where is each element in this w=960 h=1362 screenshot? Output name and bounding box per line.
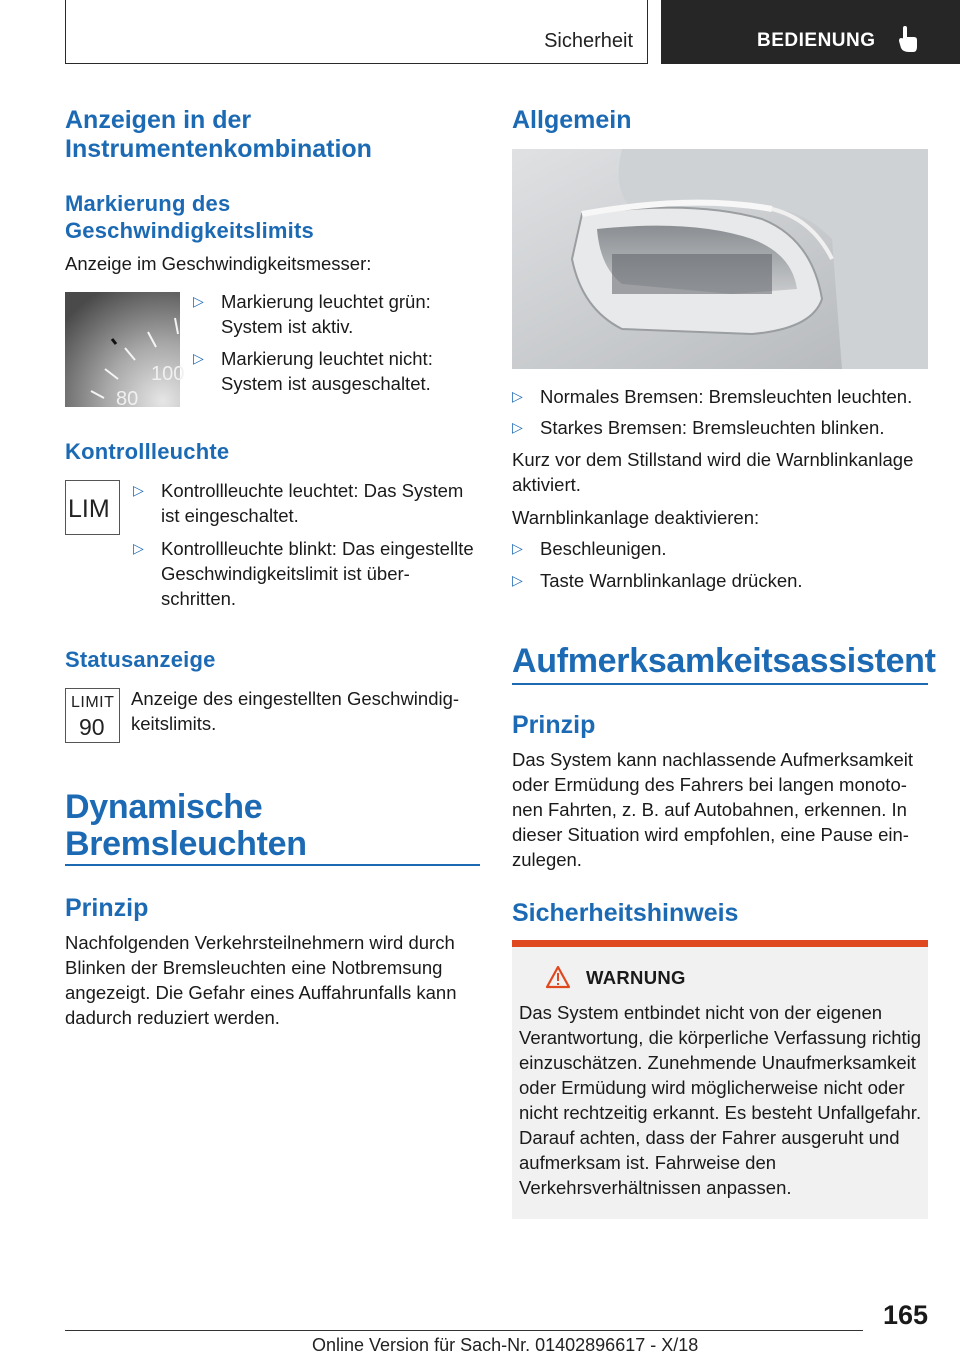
prinzip-text-right: Das System kann nachlassende Aufmerksamkeit oder Ermüdung des Fahrers bei langen monotonen Fahrten, z. B. auf Autobahnen, erkennen. In dieser Situation wird empfohlen, eine Pause einzulegen. bbox=[512, 749, 914, 870]
footer-online-version: Online Version für Sach-Nr. 01402896617 - X/18 bbox=[312, 1335, 699, 1355]
speedometer-image bbox=[65, 292, 185, 410]
lim-indicator-icon: LIM bbox=[65, 480, 120, 535]
status-text: Anzeige des eingestellten Geschwindigkeitslimits. bbox=[131, 688, 460, 734]
warning-box bbox=[512, 940, 928, 1219]
heading-markierung: Markierung des Geschwindigkeitslimits bbox=[65, 191, 314, 243]
header-section-title: Sicherheit bbox=[544, 30, 633, 52]
footer-divider bbox=[65, 1330, 863, 1331]
kurz-vor-stillstand-text: Kurz vor dem Stillstand wird die Warnblinkanlage aktiviert. bbox=[512, 449, 914, 495]
chapter-title: BEDIENUNG bbox=[757, 30, 876, 51]
page-header-box bbox=[65, 0, 648, 64]
limit-status-icon: LIMIT 90 bbox=[65, 688, 120, 743]
pointing-hand-icon bbox=[897, 26, 919, 52]
heading-underline bbox=[512, 683, 928, 685]
heading-prinzip-left: Prinzip bbox=[65, 894, 149, 922]
heading-kontrollleuchte: Kontrollleuchte bbox=[65, 439, 230, 464]
heading-allgemein: Allgemein bbox=[512, 106, 632, 134]
warning-title: WARNUNG bbox=[586, 967, 686, 988]
heading-prinzip-right: Prinzip bbox=[512, 711, 596, 739]
heading-aufmerksamkeitsassistent: Aufmerksamkeitsassistent bbox=[512, 642, 936, 680]
speedo-label-100: 100 bbox=[151, 363, 185, 385]
heading-statusanzeige: Statusanzeige bbox=[65, 647, 216, 672]
heading-sicherheitshinweis: Sicherheitshinweis bbox=[512, 899, 739, 927]
chapter-tab bbox=[661, 0, 960, 64]
heading-anzeigen: Anzeigen in der Instrumentenkombination bbox=[65, 106, 372, 163]
brake-light-image bbox=[512, 149, 928, 369]
warning-bar bbox=[512, 940, 928, 947]
speedo-label-80: 80 bbox=[116, 388, 139, 410]
warning-triangle-icon bbox=[546, 966, 570, 988]
warning-text: Das System entbindet nicht von der eigenen Verantwortung, die körperliche Verfassung richtig einzuschätzen. Zunehmende Unaufmerksamkeit oder Ermüdung wird möglicherweise nicht oder nicht rechtzeitig erkannt. Es besteht Unfallgefahr. Darauf achten, dass der Fahrer ausgeruht und aufmerksam ist. Fahrweise den Verkehrsverhältnissen anpassen. bbox=[519, 1002, 922, 1198]
page-number: 165 bbox=[882, 1300, 928, 1330]
heading-dynamische-bremsleuchten: Dynamische Bremsleuchten bbox=[65, 788, 307, 863]
anzeige-text: Anzeige im Geschwindigkeitsmesser: bbox=[65, 253, 372, 274]
deaktivieren-text: Warnblinkanlage deaktivieren: bbox=[512, 507, 760, 528]
heading-underline bbox=[65, 864, 480, 866]
prinzip-text-left: Nachfolgenden Verkehrsteilnehmern wird durch Blinken der Bremsleuchten eine Notbremsung angezeigt. Die Gefahr eines Auffahrunfalls kann dadurch reduziert werden. bbox=[65, 932, 457, 1028]
